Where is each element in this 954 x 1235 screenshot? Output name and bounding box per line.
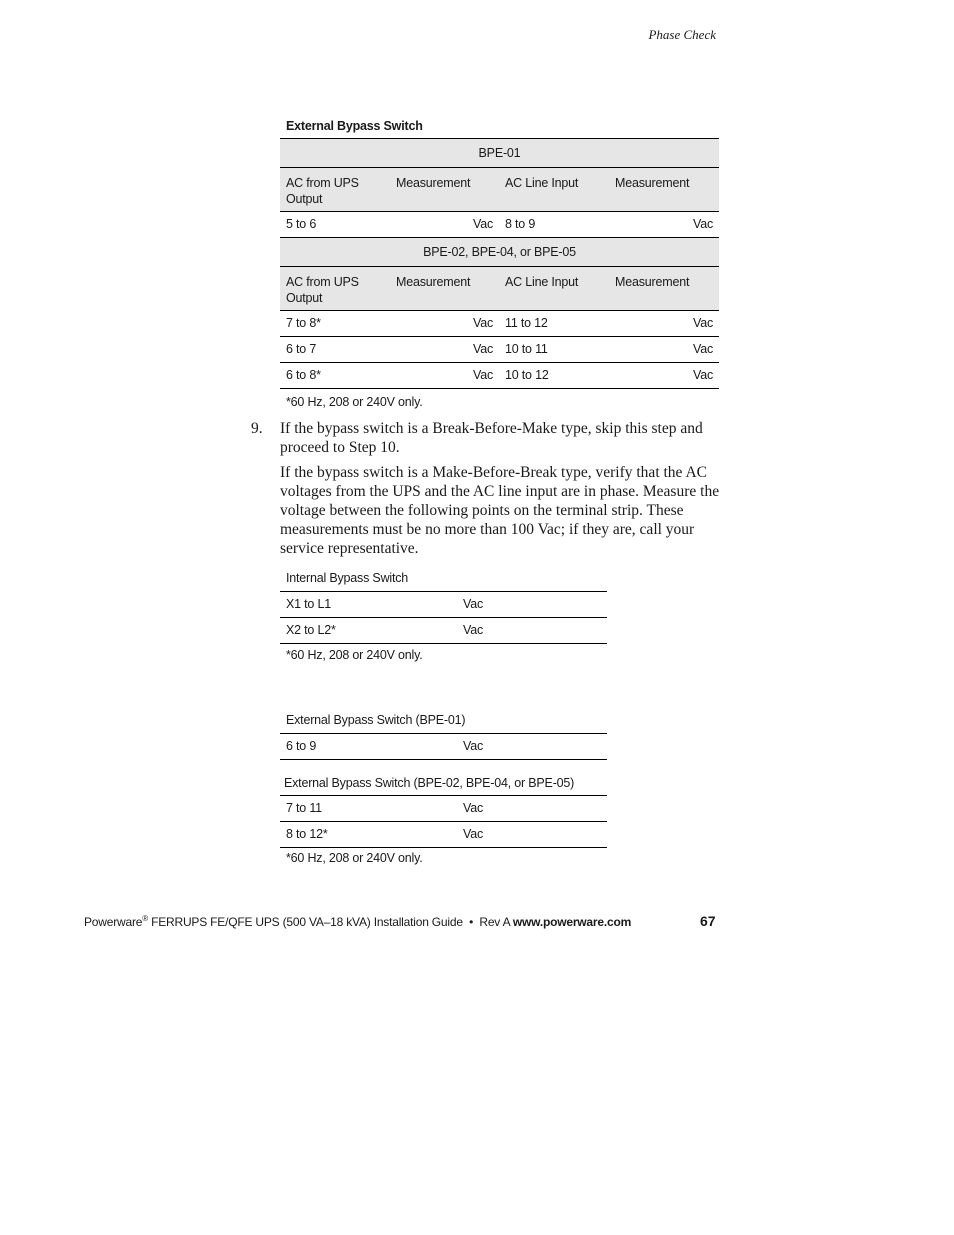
column-header: AC Line Input	[499, 267, 609, 311]
table-cell: 7 to 8*	[280, 311, 390, 337]
table-cell: 6 to 8*	[280, 363, 390, 389]
table-band-row	[280, 139, 719, 168]
band-label: BPE-02, BPE-04, or BPE-05	[280, 238, 719, 267]
registered-mark: ®	[142, 914, 148, 923]
table-cell: 6 to 7	[280, 337, 390, 363]
table-cell: X1 to L1	[280, 592, 463, 618]
table-cell: 8 to 9	[499, 212, 609, 238]
table-cell: Vac	[609, 337, 719, 363]
internal-bypass-table	[280, 591, 607, 644]
table-row	[280, 796, 607, 822]
table-header-row	[280, 267, 719, 311]
table-row	[280, 618, 607, 644]
table-footnote: *60 Hz, 208 or 240V only.	[286, 648, 423, 662]
table-cell: 11 to 12	[499, 311, 609, 337]
table-cell: 6 to 9	[280, 734, 463, 760]
table-cell: Vac	[390, 212, 499, 238]
column-header: Measurement	[390, 267, 499, 311]
column-header: Measurement	[609, 267, 719, 311]
table-cell: Vac	[463, 734, 607, 760]
bpe01-table-title: External Bypass Switch (BPE-01)	[286, 713, 466, 727]
table-cell: 10 to 11	[499, 337, 609, 363]
column-header: Measurement	[609, 168, 719, 212]
column-header: Measurement	[390, 168, 499, 212]
external-bypass-table	[280, 138, 719, 389]
bpe02-table	[280, 795, 607, 848]
table-cell: 8 to 12*	[280, 822, 463, 848]
table-cell: 10 to 12	[499, 363, 609, 389]
internal-table-title: Internal Bypass Switch	[286, 571, 409, 585]
table-row	[280, 822, 607, 848]
page-footer	[84, 914, 631, 929]
table-cell: Vac	[609, 363, 719, 389]
table-cell: Vac	[390, 311, 499, 337]
table-footnote: *60 Hz, 208 or 240V only.	[286, 851, 423, 865]
column-header: AC from UPS Output	[280, 168, 390, 212]
table-cell: Vac	[390, 363, 499, 389]
table-row	[280, 734, 607, 760]
table-cell: Vac	[463, 618, 607, 644]
running-head: Phase Check	[648, 27, 716, 42]
step-paragraph: If the bypass switch is a Break-Before-Make type, skip this step and proceed to Step 10.	[280, 420, 703, 456]
table-cell: Vac	[463, 796, 607, 822]
table-cell: Vac	[390, 337, 499, 363]
table-row	[280, 592, 607, 618]
table-row	[280, 212, 719, 238]
table-cell: Vac	[463, 822, 607, 848]
step-paragraph: If the bypass switch is a Make-Before-Break type, verify that the AC voltages from the UPS and the AC line input are in phase. Measure the voltage between the following points on the terminal strip. These measurements must be no more than 100 Vac; if they are, call your service representative.	[280, 464, 720, 557]
table-cell: Vac	[609, 212, 719, 238]
table-cell: 5 to 6	[280, 212, 390, 238]
external-table-title: External Bypass Switch	[286, 119, 423, 133]
footer-text: FERRUPS FE/QFE UPS (500 VA–18 kVA) Installation Guide • Rev A	[147, 915, 513, 929]
table-footnote: *60 Hz, 208 or 240V only.	[286, 395, 423, 409]
band-label: BPE-01	[280, 139, 719, 168]
footer-url[interactable]: www.powerware.com	[512, 915, 632, 929]
step-number: 9.	[251, 420, 263, 437]
table-cell: Vac	[463, 592, 607, 618]
page-number: 67	[700, 913, 716, 929]
table-row	[280, 363, 719, 389]
table-header-row	[280, 168, 719, 212]
table-cell: 7 to 11	[280, 796, 463, 822]
footer-brand: Powerware	[84, 915, 143, 929]
bpe01-table	[280, 733, 607, 760]
table-band-row	[280, 238, 719, 267]
table-cell: Vac	[609, 311, 719, 337]
table-row	[280, 337, 719, 363]
table-row	[280, 311, 719, 337]
column-header: AC from UPS Output	[280, 267, 390, 311]
column-header: AC Line Input	[499, 168, 609, 212]
bpe02-table-title: External Bypass Switch (BPE-02, BPE-04, or BPE-05)	[284, 776, 575, 790]
table-cell: X2 to L2*	[280, 618, 463, 644]
